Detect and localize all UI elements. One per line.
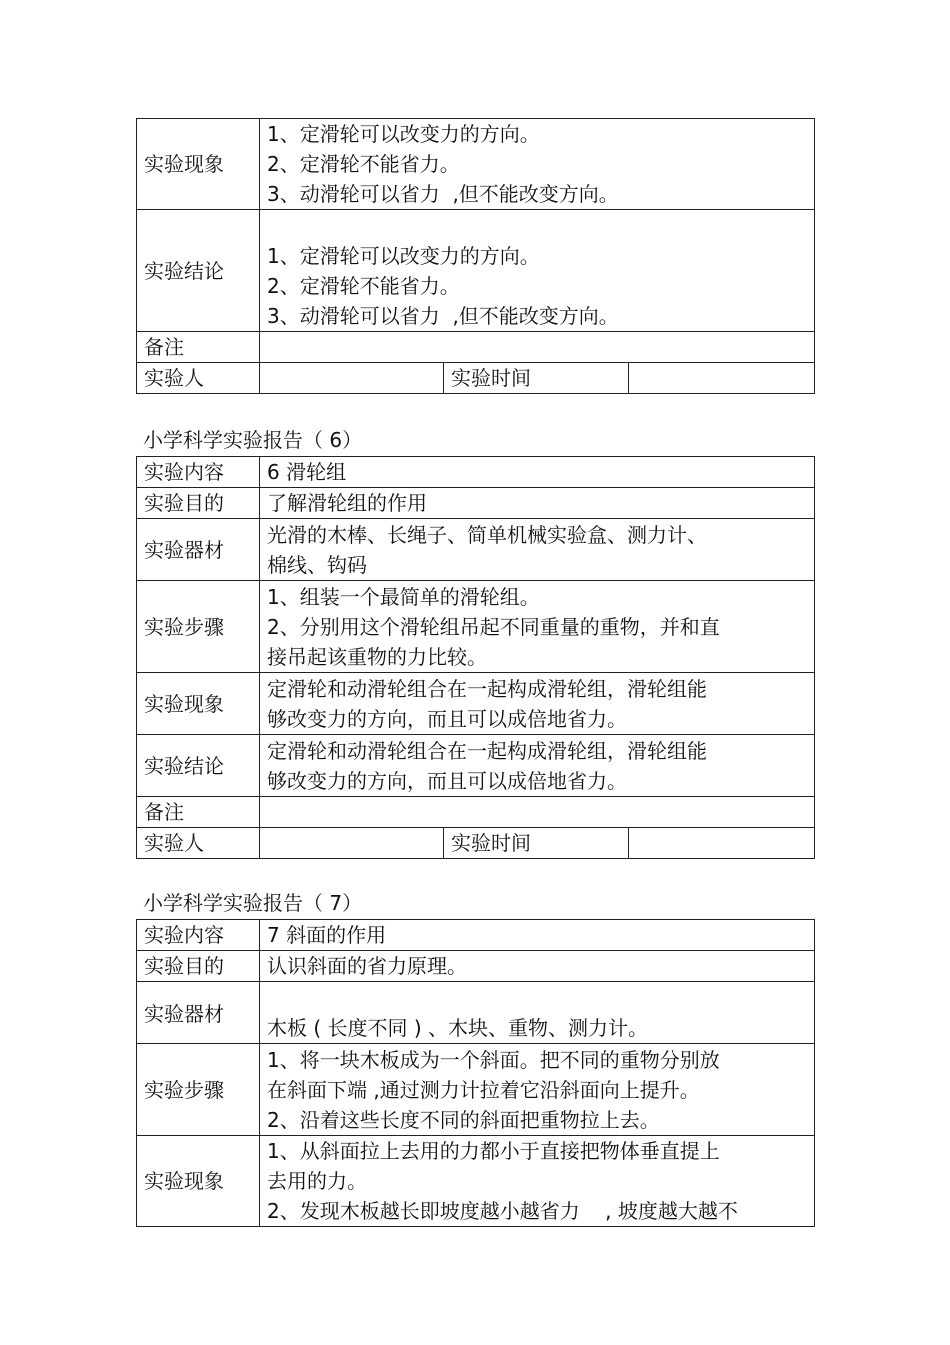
purpose-value: 了解滑轮组的作用 (260, 488, 815, 519)
time-value (629, 828, 815, 859)
conclusion-line: 定滑轮和动滑轮组合在一起构成滑轮组，滑轮组能 (267, 738, 707, 763)
purpose-label: 实验目的 (137, 488, 260, 519)
report7-table (136, 919, 815, 1227)
phenomenon-line: 1、从斜面拉上去用的力都小于直接把物体垂直提上 (267, 1139, 720, 1163)
experimenter-value (260, 363, 444, 394)
steps-line: 1、组装一个最简单的滑轮组。 (267, 584, 540, 609)
materials-value (260, 519, 815, 581)
steps-label: 实验步骤 (137, 1044, 260, 1136)
conclusion-value (260, 210, 815, 332)
steps-line: 2、沿着这些长度不同的斜面把重物拉上去。 (267, 1107, 660, 1132)
report6-table (136, 456, 815, 859)
phenomenon-value (260, 673, 815, 735)
report7-title: 小学科学实验报告（ 7） (143, 891, 363, 915)
phenomenon-label: 实验现象 (137, 673, 260, 735)
phenomenon-line: 够改变力的方向，而且可以成倍地省力。 (267, 706, 627, 731)
phenomenon-label: 实验现象 (137, 119, 260, 210)
materials-label: 实验器材 (137, 519, 260, 581)
phenomenon-line: 定滑轮和动滑轮组合在一起构成滑轮组，滑轮组能 (267, 676, 707, 701)
conclusion-line: 够改变力的方向，而且可以成倍地省力。 (267, 768, 627, 793)
phenomenon-line: 2、定滑轮不能省力。 (267, 152, 460, 176)
steps-line: 2、分别用这个滑轮组吊起不同重量的重物，并和直 (267, 614, 720, 639)
materials-label: 实验器材 (137, 982, 260, 1044)
report6-title: 小学科学实验报告（ 6） (143, 428, 363, 452)
conclusion-value (260, 735, 815, 797)
content-label: 实验内容 (137, 457, 260, 488)
steps-line: 在斜面下端 ,通过测力计拉着它沿斜面向上提升。 (267, 1077, 700, 1102)
content-value: 7 斜面的作用 (260, 920, 815, 951)
time-label: 实验时间 (444, 828, 629, 859)
phenomenon-label: 实验现象 (137, 1136, 260, 1227)
steps-line: 1、将一块木板成为一个斜面。把不同的重物分别放 (267, 1047, 720, 1072)
time-value (629, 363, 815, 394)
content-value: 6 滑轮组 (260, 457, 815, 488)
steps-label: 实验步骤 (137, 581, 260, 673)
remarks-label: 备注 (137, 797, 260, 828)
phenomenon-value (260, 1136, 815, 1227)
experimenter-label: 实验人 (137, 363, 260, 394)
experimenter-value (260, 828, 444, 859)
materials-line: 光滑的木棒、长绳子、简单机械实验盒、测力计、 (267, 522, 707, 547)
experimenter-label: 实验人 (137, 828, 260, 859)
report7-table-wrap (136, 919, 814, 1227)
steps-line: 接吊起该重物的力比较。 (267, 644, 487, 669)
conclusion-line: 3、动滑轮可以省力 ,但不能改变方向。 (267, 304, 619, 328)
conclusion-line: 1、定滑轮可以改变力的方向。 (267, 244, 540, 268)
phenomenon-value (260, 119, 815, 210)
content-label: 实验内容 (137, 920, 260, 951)
materials-value: 木板 ( 长度不同 ) 、木块、重物、测力计。 (260, 982, 815, 1044)
remarks-value (260, 797, 815, 828)
remarks-label: 备注 (137, 332, 260, 363)
phenomenon-line: 2、发现木板越长即坡度越小越省力 , 坡度越大越不 (267, 1199, 738, 1223)
phenomenon-line: 去用的力。 (267, 1169, 367, 1193)
conclusion-label: 实验结论 (137, 735, 260, 797)
steps-value (260, 581, 815, 673)
phenomenon-line: 1、定滑轮可以改变力的方向。 (267, 122, 540, 146)
report5-table (136, 118, 815, 394)
conclusion-label: 实验结论 (137, 210, 260, 332)
remarks-value (260, 332, 815, 363)
time-label: 实验时间 (444, 363, 629, 394)
materials-line: 棉线、钩码 (267, 552, 367, 577)
phenomenon-line: 3、动滑轮可以省力 ,但不能改变方向。 (267, 182, 619, 206)
steps-value (260, 1044, 815, 1136)
purpose-label: 实验目的 (137, 951, 260, 982)
report6-table-wrap (136, 456, 814, 859)
conclusion-line: 2、定滑轮不能省力。 (267, 274, 460, 298)
purpose-value: 认识斜面的省力原理。 (260, 951, 815, 982)
report5-table-wrap (136, 118, 814, 394)
